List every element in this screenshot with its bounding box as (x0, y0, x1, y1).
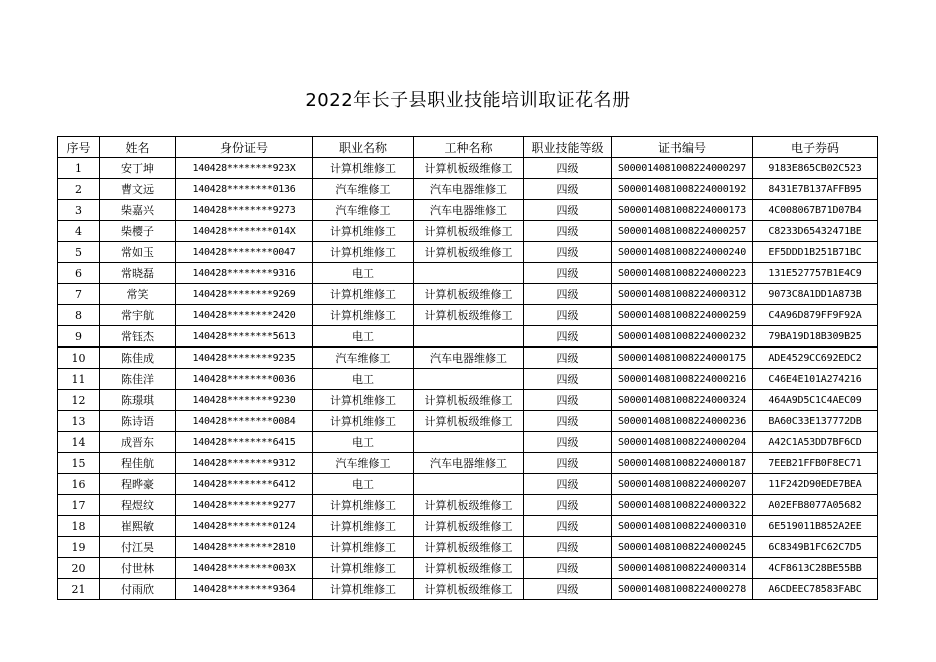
cell-id-number: 140428********9273 (176, 200, 313, 221)
header-row (58, 137, 878, 158)
cell-id-number: 140428********0036 (176, 369, 313, 390)
cell-certificate-number: S000014081008224000278 (612, 579, 753, 600)
cell-occupation: 计算机维修工 (313, 411, 414, 432)
cell-certificate-number: S000014081008224000204 (612, 432, 753, 453)
cell-skill-level: 四级 (524, 242, 612, 263)
table-row (58, 558, 878, 579)
table-row (58, 453, 878, 474)
cell-name: 常笑 (100, 284, 176, 305)
cell-seq: 11 (58, 369, 100, 390)
cell-seq: 20 (58, 558, 100, 579)
cell-skill-level: 四级 (524, 221, 612, 242)
cell-seq: 7 (58, 284, 100, 305)
cell-e-voucher: 4C008067B71D07B4 (753, 200, 878, 221)
cell-skill-level: 四级 (524, 390, 612, 411)
cell-name: 崔熙敏 (100, 516, 176, 537)
cell-id-number: 140428********014X (176, 221, 313, 242)
table-row (58, 537, 878, 558)
cell-occupation: 计算机维修工 (313, 284, 414, 305)
header-seq: 序号 (58, 137, 100, 158)
cell-id-number: 140428********9235 (176, 347, 313, 369)
cell-seq: 17 (58, 495, 100, 516)
cell-certificate-number: S000014081008224000297 (612, 158, 753, 179)
cell-job-type: 计算机板级维修工 (414, 158, 524, 179)
cell-job-type: 计算机板级维修工 (414, 558, 524, 579)
cell-skill-level: 四级 (524, 495, 612, 516)
cell-id-number: 140428********9316 (176, 263, 313, 284)
cell-seq: 14 (58, 432, 100, 453)
table-row (58, 263, 878, 284)
cell-seq: 9 (58, 326, 100, 348)
cell-name: 付江昊 (100, 537, 176, 558)
cell-certificate-number: S000014081008224000324 (612, 390, 753, 411)
header-occupation: 职业名称 (313, 137, 414, 158)
table-row (58, 326, 878, 348)
cell-id-number: 140428********9269 (176, 284, 313, 305)
cell-id-number: 140428********2810 (176, 537, 313, 558)
cell-name: 陈诗语 (100, 411, 176, 432)
cell-seq: 4 (58, 221, 100, 242)
cell-occupation: 计算机维修工 (313, 579, 414, 600)
cell-certificate-number: S000014081008224000257 (612, 221, 753, 242)
cell-skill-level: 四级 (524, 432, 612, 453)
cell-certificate-number: S000014081008224000207 (612, 474, 753, 495)
cell-skill-level: 四级 (524, 411, 612, 432)
table-row (58, 411, 878, 432)
cell-occupation: 计算机维修工 (313, 495, 414, 516)
table-row (58, 579, 878, 600)
cell-occupation: 汽车维修工 (313, 453, 414, 474)
table-row (58, 390, 878, 411)
cell-id-number: 140428********6412 (176, 474, 313, 495)
cell-seq: 2 (58, 179, 100, 200)
cell-skill-level: 四级 (524, 558, 612, 579)
header-certificate-number: 证书编号 (612, 137, 753, 158)
page-title: 2022年长子县职业技能培训取证花名册 (305, 90, 631, 111)
cell-seq: 8 (58, 305, 100, 326)
cell-id-number: 140428********0084 (176, 411, 313, 432)
table-row (58, 432, 878, 453)
cell-id-number: 140428********5613 (176, 326, 313, 348)
cell-job-type: 汽车电器维修工 (414, 347, 524, 369)
cell-occupation: 计算机维修工 (313, 221, 414, 242)
cell-name: 柴樱子 (100, 221, 176, 242)
cell-certificate-number: S000014081008224000175 (612, 347, 753, 369)
cell-seq: 10 (58, 347, 100, 369)
cell-id-number: 140428********9230 (176, 390, 313, 411)
cell-job-type: 汽车电器维修工 (414, 179, 524, 200)
cell-certificate-number: S000014081008224000314 (612, 558, 753, 579)
cell-job-type: 汽车电器维修工 (414, 453, 524, 474)
cell-id-number: 140428********0124 (176, 516, 313, 537)
cell-skill-level: 四级 (524, 326, 612, 348)
cell-job-type: 汽车电器维修工 (414, 200, 524, 221)
cell-certificate-number: S000014081008224000232 (612, 326, 753, 348)
cell-seq: 5 (58, 242, 100, 263)
cell-e-voucher: BA60C33E137772DB (753, 411, 878, 432)
cell-certificate-number: S000014081008224000310 (612, 516, 753, 537)
cell-job-type (414, 474, 524, 495)
cell-name: 常晓磊 (100, 263, 176, 284)
table-row (58, 242, 878, 263)
cell-certificate-number: S000014081008224000245 (612, 537, 753, 558)
cell-e-voucher: 131E527757B1E4C9 (753, 263, 878, 284)
cell-certificate-number: S000014081008224000259 (612, 305, 753, 326)
cell-seq: 1 (58, 158, 100, 179)
cell-name: 常如玉 (100, 242, 176, 263)
header-name: 姓名 (100, 137, 176, 158)
cell-e-voucher: 11F242D90EDE7BEA (753, 474, 878, 495)
header-job-type: 工种名称 (414, 137, 524, 158)
cell-seq: 6 (58, 263, 100, 284)
cell-certificate-number: S000014081008224000187 (612, 453, 753, 474)
cell-certificate-number: S000014081008224000322 (612, 495, 753, 516)
cell-job-type: 计算机板级维修工 (414, 242, 524, 263)
cell-e-voucher: C46E4E101A274216 (753, 369, 878, 390)
table-row (58, 369, 878, 390)
cell-job-type: 计算机板级维修工 (414, 537, 524, 558)
cell-name: 程晔豪 (100, 474, 176, 495)
cell-id-number: 140428********0047 (176, 242, 313, 263)
table-row (58, 158, 878, 179)
cell-e-voucher: C8233D65432471BE (753, 221, 878, 242)
cell-occupation: 计算机维修工 (313, 516, 414, 537)
cell-seq: 21 (58, 579, 100, 600)
cell-job-type: 计算机板级维修工 (414, 305, 524, 326)
cell-occupation: 计算机维修工 (313, 390, 414, 411)
table-row (58, 305, 878, 326)
cell-certificate-number: S000014081008224000236 (612, 411, 753, 432)
cell-name: 付雨欣 (100, 579, 176, 600)
cell-e-voucher: 6C8349B1FC62C7D5 (753, 537, 878, 558)
cell-certificate-number: S000014081008224000312 (612, 284, 753, 305)
cell-name: 程佳航 (100, 453, 176, 474)
cell-e-voucher: EF5DDD1B251B71BC (753, 242, 878, 263)
cell-skill-level: 四级 (524, 369, 612, 390)
cell-skill-level: 四级 (524, 179, 612, 200)
table-row (58, 179, 878, 200)
header-e-voucher: 电子券码 (753, 137, 878, 158)
cell-skill-level: 四级 (524, 305, 612, 326)
table-row (58, 347, 878, 369)
table-row (58, 474, 878, 495)
cell-skill-level: 四级 (524, 347, 612, 369)
cell-occupation: 计算机维修工 (313, 158, 414, 179)
cell-name: 成晋东 (100, 432, 176, 453)
table-row (58, 495, 878, 516)
cell-e-voucher: A6CDEEC78583FABC (753, 579, 878, 600)
cell-job-type (414, 369, 524, 390)
cell-occupation: 计算机维修工 (313, 305, 414, 326)
cell-seq: 16 (58, 474, 100, 495)
roster-table (57, 136, 878, 600)
cell-e-voucher: 464A9D5C1C4AEC09 (753, 390, 878, 411)
cell-occupation: 电工 (313, 326, 414, 348)
cell-skill-level: 四级 (524, 284, 612, 305)
table-row (58, 200, 878, 221)
cell-id-number: 140428********9364 (176, 579, 313, 600)
cell-job-type: 计算机板级维修工 (414, 579, 524, 600)
cell-name: 陈璟琪 (100, 390, 176, 411)
header-skill-level: 职业技能等级 (524, 137, 612, 158)
cell-name: 常钰杰 (100, 326, 176, 348)
cell-name: 程煜纹 (100, 495, 176, 516)
table-row (58, 221, 878, 242)
cell-skill-level: 四级 (524, 453, 612, 474)
cell-e-voucher: 9073C8A1DD1A873B (753, 284, 878, 305)
header-id-number: 身份证号 (176, 137, 313, 158)
cell-job-type: 计算机板级维修工 (414, 411, 524, 432)
cell-seq: 3 (58, 200, 100, 221)
cell-job-type (414, 432, 524, 453)
cell-id-number: 140428********003X (176, 558, 313, 579)
cell-e-voucher: 7EEB21FFB0F8EC71 (753, 453, 878, 474)
cell-occupation: 计算机维修工 (313, 242, 414, 263)
cell-id-number: 140428********2420 (176, 305, 313, 326)
cell-skill-level: 四级 (524, 200, 612, 221)
cell-e-voucher: A02EFB8077A05682 (753, 495, 878, 516)
cell-job-type: 计算机板级维修工 (414, 390, 524, 411)
cell-certificate-number: S000014081008224000192 (612, 179, 753, 200)
cell-name: 陈佳成 (100, 347, 176, 369)
cell-seq: 18 (58, 516, 100, 537)
cell-certificate-number: S000014081008224000216 (612, 369, 753, 390)
cell-job-type (414, 326, 524, 348)
cell-e-voucher: 8431E7B137AFFB95 (753, 179, 878, 200)
cell-occupation: 计算机维修工 (313, 537, 414, 558)
cell-name: 安丁坤 (100, 158, 176, 179)
table-row (58, 284, 878, 305)
cell-id-number: 140428********0136 (176, 179, 313, 200)
cell-e-voucher: 9183E865CB02C523 (753, 158, 878, 179)
cell-skill-level: 四级 (524, 263, 612, 284)
cell-name: 柴嘉兴 (100, 200, 176, 221)
cell-occupation: 计算机维修工 (313, 558, 414, 579)
cell-id-number: 140428********9312 (176, 453, 313, 474)
cell-job-type (414, 263, 524, 284)
cell-e-voucher: ADE4529CC692EDC2 (753, 347, 878, 369)
cell-occupation: 汽车维修工 (313, 347, 414, 369)
cell-job-type: 计算机板级维修工 (414, 284, 524, 305)
cell-e-voucher: 4CF8613C28BE55BB (753, 558, 878, 579)
cell-skill-level: 四级 (524, 516, 612, 537)
cell-seq: 15 (58, 453, 100, 474)
cell-occupation: 电工 (313, 432, 414, 453)
cell-certificate-number: S000014081008224000223 (612, 263, 753, 284)
cell-job-type: 计算机板级维修工 (414, 516, 524, 537)
cell-skill-level: 四级 (524, 537, 612, 558)
cell-e-voucher: C4A96D879FF9F92A (753, 305, 878, 326)
cell-skill-level: 四级 (524, 474, 612, 495)
cell-certificate-number: S000014081008224000240 (612, 242, 753, 263)
cell-skill-level: 四级 (524, 579, 612, 600)
cell-id-number: 140428********6415 (176, 432, 313, 453)
cell-name: 曹文远 (100, 179, 176, 200)
cell-skill-level: 四级 (524, 158, 612, 179)
cell-occupation: 电工 (313, 263, 414, 284)
cell-seq: 13 (58, 411, 100, 432)
cell-occupation: 汽车维修工 (313, 179, 414, 200)
cell-id-number: 140428********923X (176, 158, 313, 179)
cell-occupation: 电工 (313, 474, 414, 495)
cell-seq: 12 (58, 390, 100, 411)
cell-job-type: 计算机板级维修工 (414, 495, 524, 516)
table-row (58, 516, 878, 537)
cell-occupation: 电工 (313, 369, 414, 390)
cell-e-voucher: 6E519011B852A2EE (753, 516, 878, 537)
cell-certificate-number: S000014081008224000173 (612, 200, 753, 221)
cell-id-number: 140428********9277 (176, 495, 313, 516)
cell-seq: 19 (58, 537, 100, 558)
cell-job-type: 计算机板级维修工 (414, 221, 524, 242)
cell-e-voucher: A42C1A53DD7BF6CD (753, 432, 878, 453)
cell-e-voucher: 79BA19D18B309B25 (753, 326, 878, 348)
cell-occupation: 汽车维修工 (313, 200, 414, 221)
cell-name: 陈佳洋 (100, 369, 176, 390)
cell-name: 常宇航 (100, 305, 176, 326)
cell-name: 付世林 (100, 558, 176, 579)
